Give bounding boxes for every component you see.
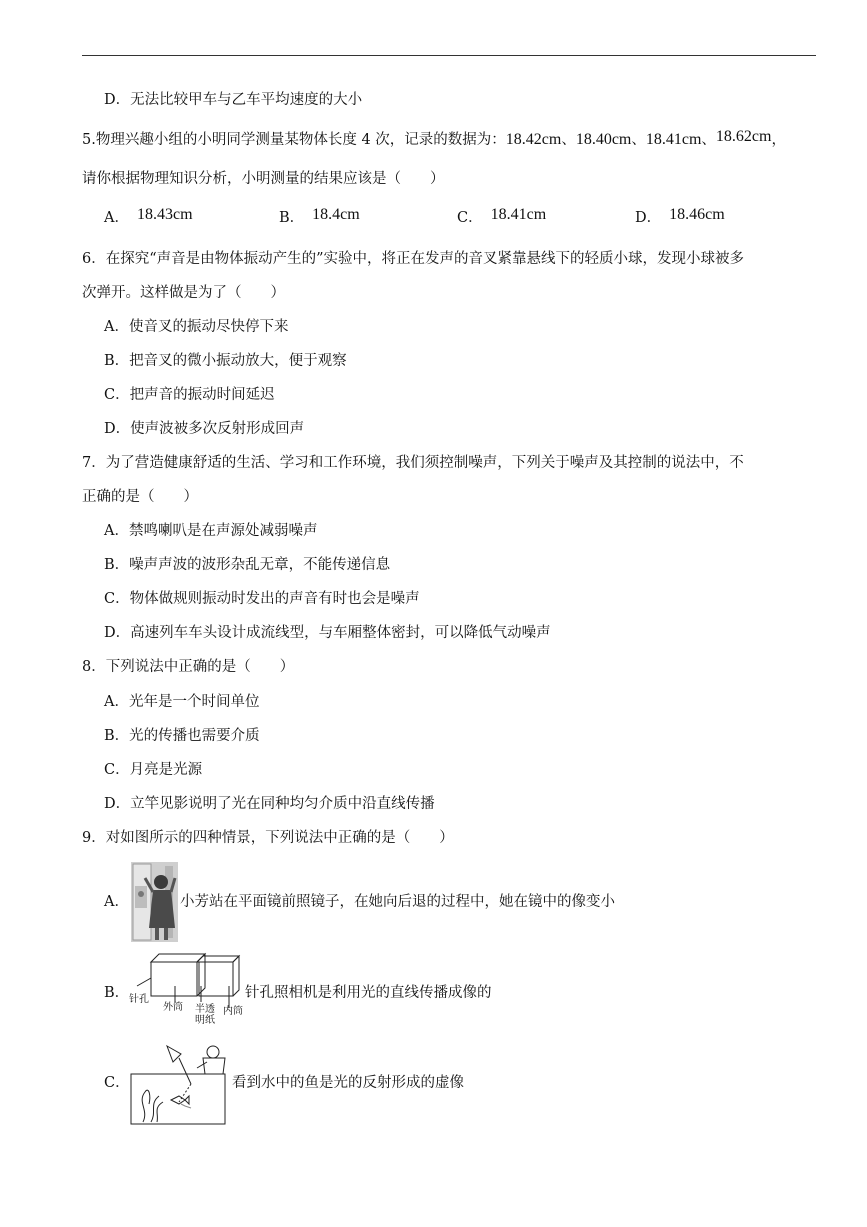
option-value: 18.43cm [136,206,193,223]
q9-option-b-text[interactable]: 针孔照相机是利用光的直线传播成像的 [245,985,492,1001]
q6-stem-line1: 6．在探究“声音是由物体振动产生的”实验中，将正在发声的音叉紧靠悬线下的轻质小球，发现小球被多 [82,251,745,267]
q6-stem-line2: 次弹开。这样做是为了（ ） [82,285,285,301]
q5-sep: 、 [701,132,716,148]
option-value: 18.46cm [669,206,725,223]
q5-stem-prefix: 5.物理兴趣小组的小明同学测量某物体长度 4 次，记录的数据为： [82,132,506,148]
mirror-girl-image [131,862,178,942]
pinhole-camera-diagram [129,950,249,1028]
q7-option-a[interactable]: A．禁鸣喇叭是在声源处减弱噪声 [104,523,318,539]
q5-measure-2: 18.40cm [575,131,632,148]
option-value: 18.4cm [312,206,360,223]
q6-option-c[interactable]: C．把声音的振动时间延迟 [104,387,275,403]
q8-option-d[interactable]: D．立竿见影说明了光在同种均匀介质中沿直线传播 [104,796,435,812]
option-label: A． [104,210,129,226]
header-rule [82,55,816,56]
q7-option-b[interactable]: B．噪声声波的波形杂乱无章，不能传递信息 [104,557,391,573]
q5-sep: 、 [561,132,576,148]
option-label: B． [279,210,305,226]
q9-stem: 9．对如图所示的四种情景，下列说法中正确的是（ ） [82,830,454,846]
q7-option-c[interactable]: C．物体做规则振动时发出的声音有时也会是噪声 [104,591,420,607]
option-label: D． [635,210,662,226]
q5-stem-line2: 请你根据物理知识分析，小明测量的结果应该是（ ） [82,171,445,187]
option-value: 18.41cm [490,206,547,223]
q7-option-d[interactable]: D．高速列车车头设计成流线型，与车厢整体密封，可以降低气动噪声 [104,625,551,641]
q8-option-b[interactable]: B．光的传播也需要介质 [104,728,260,744]
q7-stem-line2: 正确的是（ ） [82,489,198,505]
q9-option-c-label[interactable]: C． [104,1075,130,1091]
q5-option-d[interactable] [635,208,725,228]
option-label: C． [457,210,483,226]
q9-option-a-label[interactable]: A． [104,894,129,910]
q5-sep: 、 [631,132,646,148]
q9-option-b-label[interactable]: B． [104,985,130,1001]
outer-tube-label: 外筒 [163,1002,183,1013]
q8-stem: 8．下列说法中正确的是（ ） [82,659,295,675]
q5-measure-1: 18.42cm [505,131,562,148]
q5-measure-3: 18.41cm [645,131,702,148]
q5-option-a[interactable] [104,208,193,228]
semi-transparent-label-2: 明纸 [195,1015,215,1026]
q8-option-a[interactable]: A．光年是一个时间单位 [104,694,260,710]
q7-stem-line1: 7．为了营造健康舒适的生活、学习和工作环境，我们须控制噪声，下列关于噪声及其控制的说法中，不 [82,455,744,471]
q5-stem-end: ， [771,132,786,148]
q5-option-b[interactable] [279,208,360,228]
fish-tank-diagram [129,1040,229,1126]
q5-option-c[interactable] [457,208,546,228]
q6-option-a[interactable]: A．使音叉的振动尽快停下来 [104,319,289,335]
semi-transparent-label-1: 半透 [195,1004,215,1015]
pinhole-label: 针孔 [129,994,149,1005]
q6-option-b[interactable]: B．把音叉的微小振动放大，便于观察 [104,353,347,369]
q5-stem-line1 [82,130,786,150]
q5-measure-4: 18.62cm [715,128,772,145]
inner-tube-label: 内筒 [223,1006,243,1017]
q9-option-c-text[interactable]: 看到水中的鱼是光的反射形成的虚像 [232,1075,464,1091]
q4-option-d[interactable]: D．无法比较甲车与乙车平均速度的大小 [104,92,363,108]
q6-option-d[interactable]: D．使声波被多次反射形成回声 [104,421,305,437]
q9-option-a-text[interactable]: 小芳站在平面镜前照镜子，在她向后退的过程中，她在镜中的像变小 [180,894,615,910]
q8-option-c[interactable]: C．月亮是光源 [104,762,203,778]
